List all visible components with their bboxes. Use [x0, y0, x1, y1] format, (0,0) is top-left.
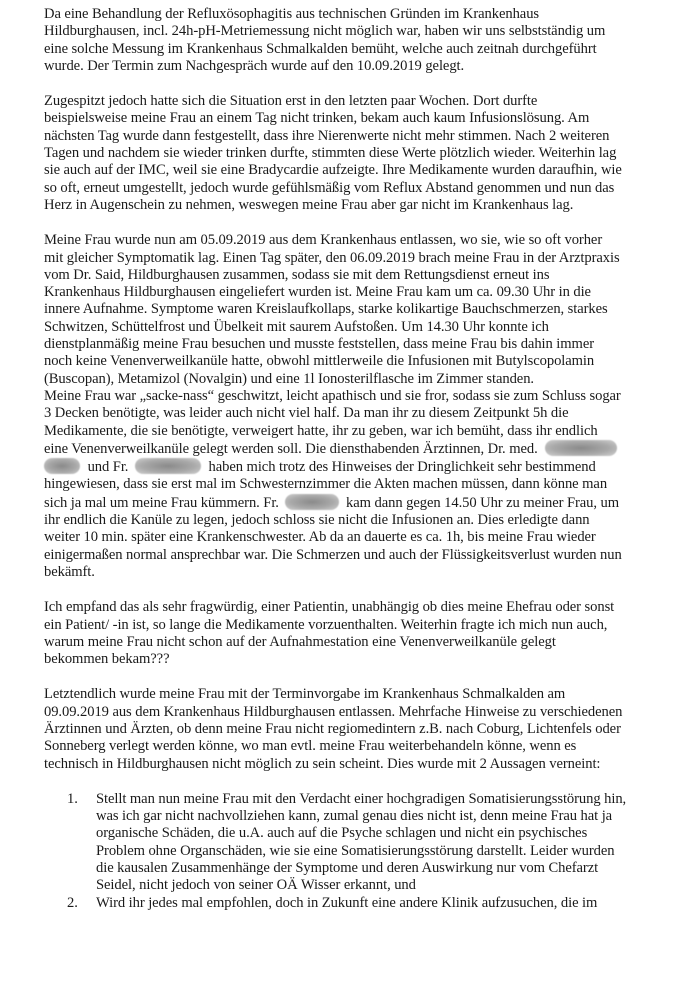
- text-line: so oft, erneut umgestellt, jedoch wurde gefühlsmäßig vom Reflux Abstand genommen und nun das: [44, 179, 615, 196]
- text-segment: sich ja mal um meine Frau kümmern. Fr.: [44, 494, 279, 511]
- text-line: wurde. Der Termin zum Nachgespräch wurde auf den 10.09.2019 gelegt.: [44, 57, 465, 74]
- redacted-name: [44, 458, 80, 474]
- numbered-list: [44, 791, 672, 912]
- text-line: [44, 440, 672, 458]
- text-line: innere Aufnahme. Symptome waren Kreislaufkollaps, starke kolikartige Bauchschmerzen, starkes: [44, 301, 608, 318]
- paragraph-4: [44, 599, 672, 668]
- document-body: [44, 6, 672, 912]
- text-line: eine solche Messung im Krankenhaus Schmalkalden bemüht, welche auch zeitnah durchgeführt: [44, 40, 597, 57]
- paragraph-2: [44, 93, 672, 214]
- text-line: [44, 494, 672, 512]
- paragraph-1: [44, 6, 672, 75]
- text-line: Stellt man nun meine Frau mit den Verdacht einer hochgradigen Somatisierungsstörung hin,: [96, 790, 627, 807]
- text-line: nächsten Tag wurde dann festgestellt, dass ihre Nierenwerte nicht mehr stimmen. Nach 2 weiteren: [44, 127, 610, 144]
- text-line: Problem ohne Organschäden, wie sie eine Somatisierungsstörung darstellt. Leider wurden: [96, 842, 615, 859]
- text-line: 09.09.2019 aus dem Krankenhaus Hildburghausen entlassen. Mehrfache Hinweise zu verschiedenen: [44, 703, 623, 720]
- text-line: Sonneberg verlegt werden könne, wo man evtl. meine Frau weiterbehandeln könne, wenn es: [44, 738, 577, 755]
- paragraph-5: [44, 686, 672, 772]
- text-line: Hildburghausen, incl. 24h-pH-Metriemessung nicht möglich war, haben wir uns selbstständig um: [44, 23, 606, 40]
- text-line: Meine Frau war „sacke-nass“ geschwitzt, leicht apathisch und sie fror, sodass sie zum Schluss sogar: [44, 387, 621, 404]
- text-line: Letztendlich wurde meine Frau mit der Terminvorgabe im Krankenhaus Schmalkalden am: [44, 686, 566, 703]
- text-line: Herz in Augenschein zu nehmen, weswegen meine Frau aber gar nicht im Krankenhaus lag.: [44, 196, 574, 213]
- text-line: dienstplanmäßig meine Frau besuchen und musste feststellen, dass meine Frau bis dahin immer: [44, 336, 595, 353]
- text-line: Meine Frau wurde nun am 05.09.2019 aus dem Krankenhaus entlassen, wo sie, wie so oft vorher: [44, 232, 603, 249]
- list-item: [44, 791, 672, 895]
- redacted-name: [545, 440, 617, 456]
- text-segment: eine Venenverweilkanüle gelegt werden soll. Die diensthabenden Ärztinnen, Dr. med.: [44, 440, 538, 457]
- text-line: weiter 10 min. später eine Krankenschwester. Ab da an dauerte es ca. 1h, bis meine Frau wieder: [44, 529, 596, 546]
- text-line: Tagen und nachdem sie wieder trinken durfte, stimmten diese Werte plötzlich wieder. Weiterhin lag: [44, 145, 617, 162]
- text-line: [44, 458, 672, 476]
- text-line: bekommen bekam???: [44, 651, 170, 668]
- text-segment: haben mich trotz des Hinweises der Dringlichkeit sehr bestimmend: [208, 459, 596, 476]
- text-line: Da eine Behandlung der Refluxösophagitis aus technischen Gründen im Krankenhaus: [44, 6, 540, 22]
- redacted-name: [135, 458, 201, 474]
- text-line: 3 Decken benötigte, was leider auch nicht viel half. Da man ihr zu diesem Zeitpunkt 5h die: [44, 405, 569, 422]
- text-line: vom Dr. Said, Hildburghausen zusammen, sodass sie mit dem Rettungsdienst erneut ins: [44, 266, 550, 283]
- text-line: technisch in Hildburghausen nicht möglich zu sein scheint. Dies wurde mit 2 Aussagen verneint:: [44, 755, 601, 772]
- text-line: die kausalen Zusammenhänge der Symptome und deren Auswirkung nur vom Chefarzt: [96, 860, 599, 877]
- list-number: 1.: [67, 790, 78, 807]
- list-number: 2.: [67, 894, 78, 911]
- text-line: Ärztinnen und Ärzten, ob denn meine Frau nicht regiomedintern z.B. nach Coburg, Lichtenfels oder: [44, 720, 621, 737]
- text-line: Schwitzen, Schüttelfrost und Übelkeit mit saurem Aufstoßen. Um 14.30 Uhr konnte ich: [44, 318, 549, 335]
- text-line: hingewiesen, dass sie erst mal im Schwesternzimmer die Akten machen müssen, dann könne man: [44, 476, 608, 493]
- text-line: beispielsweise meine Frau an einem Tag nicht trinken, bekam auch kaum Infusionslösung. Am: [44, 110, 590, 127]
- redacted-name: [285, 494, 339, 510]
- text-segment: kam dann gegen 14.50 Uhr zu meiner Frau, um: [346, 494, 620, 511]
- text-segment: und Fr.: [87, 459, 129, 476]
- text-line: Ich empfand das als sehr fragwürdig, einer Patientin, unabhängig ob dies meine Ehefrau oder sonst: [44, 599, 615, 616]
- list-item: [44, 895, 672, 912]
- text-line: Zugespitzt jedoch hatte sich die Situation erst in den letzten paar Wochen. Dort durfte: [44, 93, 538, 110]
- paragraph-3: [44, 232, 672, 581]
- text-line: noch keine Venenverweilkanüle hatte, obwohl mittlerweile die Infusionen mit Butylscopolamin: [44, 353, 595, 370]
- text-line: ihr endlich die Kanüle zu legen, jedoch schloss sie nicht die Infusionen an. Dies erledigte dann: [44, 512, 590, 529]
- text-line: Medikamente, die sie benötigte, verweigert hatte, ihr zu geben, war ich bemüht, dass ihr endlich: [44, 422, 598, 439]
- text-line: einigermaßen normal ansprechbar war. Die Schmerzen und auch der Flüssigkeitsverlust wurden nun: [44, 546, 622, 563]
- text-line: was ich gar nicht nachvollziehen kann, zumal genau dies nicht ist, denn meine Frau hat ja: [96, 808, 613, 825]
- text-line: warum meine Frau nicht schon auf der Aufnahmestation eine Venenverweilkanüle gelegt: [44, 633, 556, 650]
- text-line: bekämft.: [44, 563, 95, 580]
- text-line: ein Patient/ -in ist, so lange die Medikamente vorzuenthalten. Weiterhin fragte ich mich nun auch,: [44, 616, 608, 633]
- text-line: Seidel, nicht jedoch von seiner OÄ Wisser erkannt, und: [96, 877, 416, 894]
- text-line: sie auch auf der IMC, weil sie eine Bradycardie aufzeigte. Ihre Medikamente wurden daraufhin, wie: [44, 162, 622, 179]
- text-line: mit gleicher Symptomatik lag. Einen Tag später, den 06.09.2019 brach meine Frau in der Arztpraxis: [44, 249, 620, 266]
- text-line: Krankenhaus Hildburghausen eingeliefert wurden ist. Meine Frau kam um ca. 09.30 Uhr in die: [44, 284, 591, 301]
- text-line: organische Schäden, die u.A. auch auf die Psyche schlagen und nicht ein psychisches: [96, 825, 588, 842]
- text-line: (Buscopan), Metamizol (Novalgin) und eine 1l Ionosterilflasche im Zimmer standen.: [44, 370, 534, 387]
- text-line: Wird ihr jedes mal empfohlen, doch in Zukunft eine andere Klinik aufzusuchen, die im: [96, 894, 598, 911]
